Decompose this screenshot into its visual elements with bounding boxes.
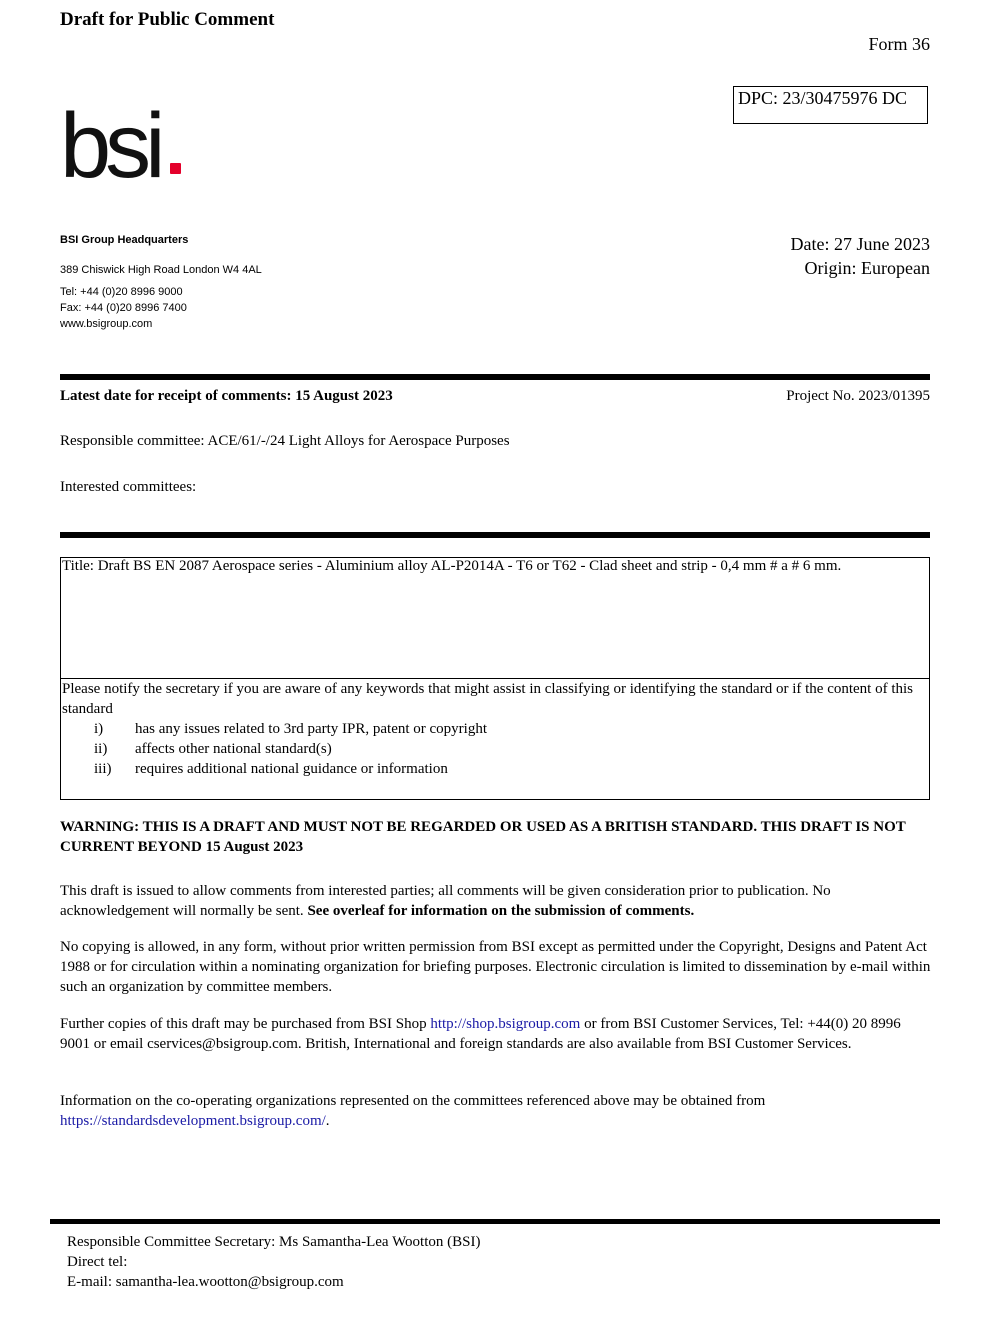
bsi-logo-dot	[170, 163, 181, 174]
hq-address: 389 Chiswick High Road London W4 4AL	[60, 264, 262, 276]
hq-telephone: Tel: +44 (0)20 8996 9000	[60, 286, 183, 298]
list-item	[62, 739, 930, 759]
title-box	[60, 557, 930, 800]
footer-contact	[67, 1232, 480, 1292]
committee-secretary: Responsible Committee Secretary: Ms Samantha-Lea Wootton (BSI)	[67, 1234, 481, 1250]
list-item	[62, 759, 930, 779]
draft-for-public-comment-heading: Draft for Public Comment	[60, 9, 275, 30]
list-item-text: requires additional national guidance or information	[135, 761, 448, 777]
copyright-paragraph: No copying is allowed, in any form, without prior written permission from BSI except as permitted under the Copyright, Designs and Patent Act 1988 or for circulation within a nominating organization for briefing purposes. Electronic circulation is limited to dissemination by e-mail within such an organization by committee members.	[60, 939, 931, 995]
issue-notice-paragraph	[60, 881, 932, 921]
organizations-info-text-end: .	[325, 1113, 330, 1129]
list-item-number: ii)	[94, 741, 108, 757]
draft-warning: WARNING: THIS IS A DRAFT AND MUST NOT BE REGARDED OR USED AS A BRITISH STANDARD. THIS DRAFT IS NOT CURRENT BEYOND 15 August 2023	[60, 819, 906, 855]
bsi-logo	[60, 95, 160, 197]
list-item-text: affects other national standard(s)	[135, 741, 332, 757]
notify-secretary-section	[61, 679, 930, 779]
further-copies-text-end: or from BSI Customer Services, Tel: +44(0) 20 8996 9001 or email cservices@bsigroup.com. British, International and foreign standards are also available from BSI Customer Services.	[60, 1016, 901, 1052]
responsible-committee: Responsible committee: ACE/61/-/24 Light Alloys for Aerospace Purposes	[60, 433, 510, 449]
footer-divider	[50, 1219, 940, 1224]
direct-telephone: Direct tel:	[67, 1254, 128, 1270]
form-number: Form 36	[868, 34, 930, 54]
list-item-number: i)	[94, 721, 104, 737]
hq-name: BSI Group Headquarters	[60, 234, 189, 246]
section-divider	[60, 532, 930, 538]
list-item	[62, 719, 930, 739]
list-item-text: has any issues related to 3rd party IPR, patent or copyright	[135, 721, 488, 737]
bsi-logo-text: bsi	[60, 95, 160, 197]
organizations-info-paragraph	[60, 1091, 932, 1131]
hq-website: www.bsigroup.com	[60, 318, 153, 330]
further-copies-text: Further copies of this draft may be purchased from BSI Shop	[60, 1016, 431, 1032]
interested-committees: Interested committees:	[60, 479, 197, 495]
list-item-number: iii)	[94, 761, 112, 777]
issue-notice-text: This draft is issued to allow comments from interested parties; all comments will be given consideration prior to publication. No acknowledgement will normally be sent.	[60, 883, 831, 919]
draft-title: Title: Draft BS EN 2087 Aerospace series - Aluminium alloy AL-P2014A - T6 or T62 - Clad sheet and strip - 0,4 mm # a # 6 mm.	[61, 558, 929, 679]
section-divider	[60, 374, 930, 380]
organizations-info-text: Information on the co-operating organizations represented on the committees referenced above may be obtained from	[60, 1093, 766, 1109]
further-copies-paragraph	[60, 1014, 932, 1054]
comments-deadline: Latest date for receipt of comments: 15 August 2023	[60, 388, 393, 404]
document-origin: Origin: European	[804, 258, 930, 278]
bsi-shop-link[interactable]: http://shop.bsigroup.com	[430, 1016, 581, 1032]
project-number: Project No. 2023/01395	[786, 388, 930, 404]
secretary-email: E-mail: samantha-lea.wootton@bsigroup.com	[67, 1274, 344, 1290]
see-overleaf-note: See overleaf for information on the submission of comments.	[307, 903, 695, 919]
document-date: Date: 27 June 2023	[790, 234, 930, 254]
standards-development-link[interactable]: https://standardsdevelopment.bsigroup.com/	[60, 1113, 326, 1129]
dpc-reference-box: DPC: 23/30475976 DC	[733, 86, 928, 124]
hq-fax: Fax: +44 (0)20 8996 7400	[60, 302, 187, 314]
notify-intro: Please notify the secretary if you are aware of any keywords that might assist in classifying or identifying the standard or if the content of this standard	[62, 681, 914, 717]
